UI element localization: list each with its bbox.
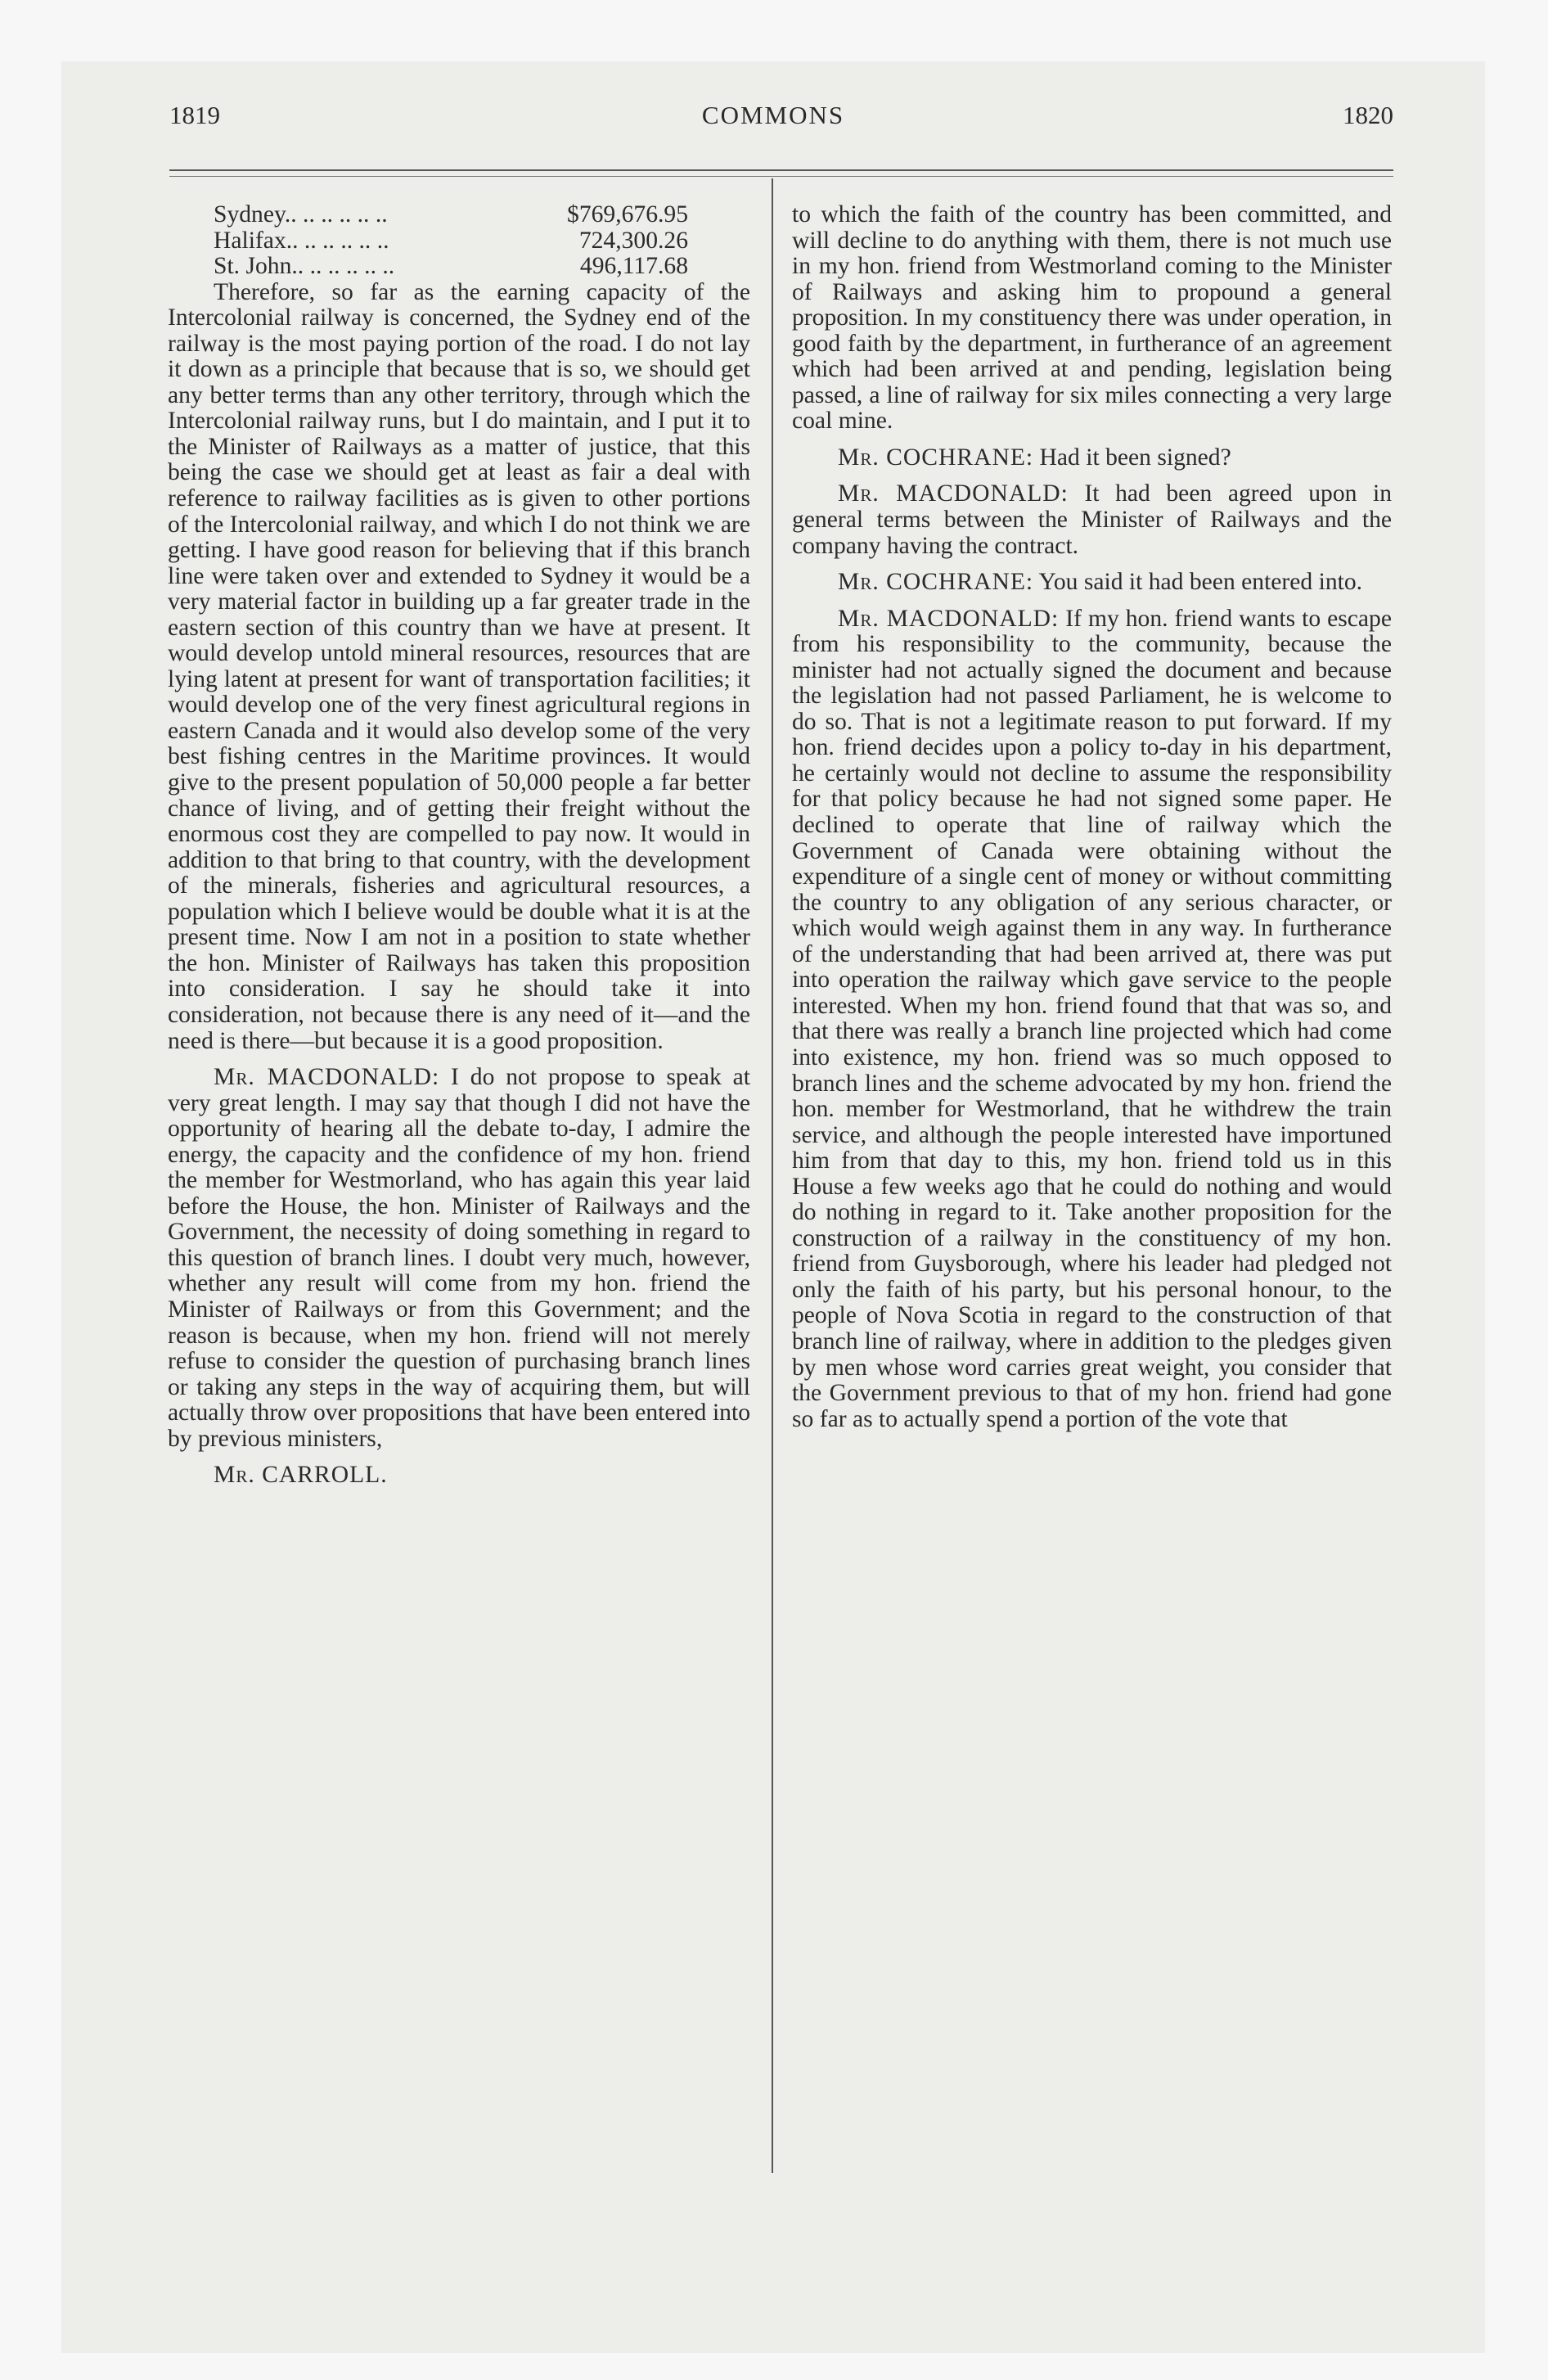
right-column	[792, 202, 1392, 1443]
speech-text: It had been agreed upon in general terms between the Minister of Railways and the company having the contract.	[792, 480, 1393, 559]
speech-paragraph	[792, 481, 1392, 559]
speaker-name: Mr. MACDONALD:	[838, 605, 1060, 632]
speech-paragraph	[792, 606, 1392, 1433]
speaker-name: Mr. MACDONALD:	[214, 1064, 440, 1091]
earnings-city: Sydney.. .. .. .. .. ..	[214, 201, 388, 228]
earnings-row	[168, 202, 750, 228]
speech-paragraph	[792, 445, 1392, 471]
speech-text: Had it been signed?	[1039, 444, 1231, 471]
header-title: COMMONS	[701, 101, 845, 129]
header-rule-thin	[169, 176, 1393, 177]
running-header	[61, 101, 1485, 142]
header-rule	[169, 169, 1393, 171]
speech-paragraph	[168, 1065, 750, 1452]
earnings-city: Halifax.. .. .. .. .. ..	[214, 227, 389, 254]
paragraph: Therefore, so far as the earning capacity of the Intercolonial railway is concerned, the Sydney end of the railway is the most paying portion of the road. I do not lay it down as a principle that because that is so, we should get any better terms than any other territory, through which the Intercolonial railway runs, but I do maintain, and I put it to the Minister of Railways as a matter of justice, that this being the case we should get at least as fair a deal with reference to railway facilities as is given to other portions of the Intercolonial railway, and which I do not think we are getting. I have good reason for believing that if this branch line were taken over and extended to Sydney it would be a very material factor in building up a far greater trade in the eastern section of this country than we have at present. It would develop untold mineral resources, resources that are lying latent at present for want of transportation facilities; it would develop one of the very finest agricultural regions in eastern Canada and it would also develop some of the very best fishing centres in the Maritime provinces. It would give to the present population of 50,000 people a far better chance of living, and of getting their freight without the enormous cost they are compelled to pay now. It would in addition to that bring to that country, with the development of the minerals, fisheries and agricultural resources, a population which I believe would be double what it is at the present time. Now I am not in a position to state whether the hon. Minister of Railways has taken this proposition into consideration. I say he should take it into consideration, not because there is any need of it—and the need is there—but because it is a good proposition.	[168, 278, 750, 1054]
scanned-page	[61, 61, 1485, 2353]
speech-text: If my hon. friend wants to escape from his responsibility to the community, because the minister had not actually signed the document and because the legislation had not passed Parliament, he is welcome to do so. That is not a legitimate reason to put forward. If my hon. friend decides upon a policy to-day in his department, he certainly would not decline to assume the responsibility for that policy because he had not signed some paper. He declined to operate that line of railway which the Government of Canada were obtaining without the expenditure of a single cent of money or without committing the country to any obligation of any serious character, or which would weigh against them in any way. In furtherance of the understanding that had been arrived at, there was put into operation the railway which gave service to the people interested. When my hon. friend found that that was so, and that there was really a branch line projected which had come into existence, my hon. friend was so much opposed to branch lines and the scheme advocated by my hon. friend the hon. member for Westmorland, that he withdrew the train service, and although the people interested have importuned him from that day to this, my hon. friend told us in this House a few weeks ago that he could do nothing and would do nothing in regard to it. Take another proposition for the construction of a railway in the constituency of my hon. friend from Guysborough, where his leader had pledged not only the faith of his party, but his personal honour, to the people of Nova Scotia in regard to the construction of that branch line of railway, where in addition to the pledges given by men whose word carries great weight, you consider that the Government previous to that of my hon. friend had gone so far as to actually spend a portion of the vote that	[792, 605, 1392, 1432]
speaker-name: Mr. MACDONALD:	[838, 480, 1069, 507]
speaker-name: Mr. COCHRANE:	[838, 569, 1034, 596]
earnings-amount: 496,117.68	[579, 253, 688, 280]
speech-paragraph	[792, 570, 1392, 596]
speaker-name: Mr. COCHRANE:	[838, 444, 1034, 471]
earnings-row	[168, 254, 750, 280]
column-divider	[772, 178, 773, 2173]
footer-name: Mr. CARROLL.	[214, 1462, 388, 1489]
left-column	[168, 202, 750, 1489]
left-page-number: 1819	[169, 101, 220, 129]
earnings-amount: 724,300.26	[578, 227, 688, 254]
speech-text: You said it had been entered into.	[1038, 569, 1363, 596]
earnings-city: St. John.. .. .. .. .. ..	[214, 253, 395, 280]
speech-text: I do not propose to speak at very great length. I may say that though I did not have the opportunity of hearing all the debate to-day, I admire the energy, the capacity and the confidence of my hon. friend the member for Westmorland, who has again this year laid before the House, the hon. Minister of Railways and the Government, the necessity of doing something in regard to this question of branch lines. I doubt very much, however, whether any result will come from my hon. friend the Minister of Railways or from this Government; and the reason is because, when my hon. friend will not merely refuse to consider the question of purchasing branch lines or taking any steps in the way of acquiring them, but will actually throw over propositions that have been entered into by previous ministers,	[168, 1064, 750, 1452]
earnings-amount: $769,676.95	[567, 201, 688, 228]
earnings-row	[168, 228, 750, 255]
paragraph: to which the faith of the country has been committed, and will decline to do anything with them, there is not much use in my hon. friend from Westmorland coming to the Minister of Railways and asking him to propound a general proposition. In my constituency there was under operation, in good faith by the department, in furtherance of an agreement which had been arrived at and pending, legislation being passed, a line of railway for six miles connecting a very large coal mine.	[792, 201, 1392, 435]
right-page-number: 1820	[1343, 101, 1393, 129]
